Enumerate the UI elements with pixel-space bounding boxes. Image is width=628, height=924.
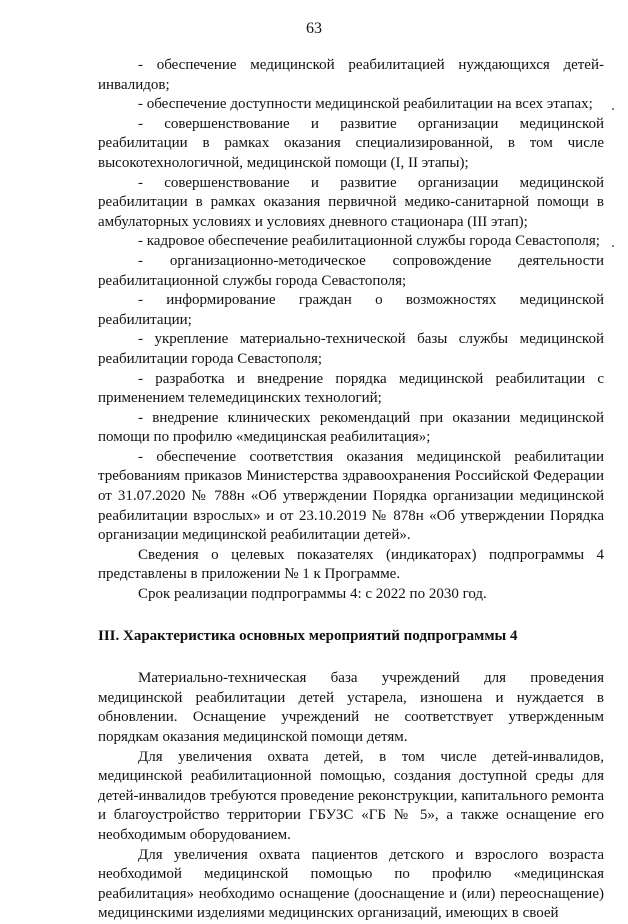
list-item: - совершенствование и развитие организации медицинской реабилитации в рамках оказания специализированной, в том числе высокотехнологичной, медицинской помощи (I, II этапы); xyxy=(98,115,604,171)
list-item: - разработка и внедрение порядка медицинской реабилитации с применением телемедицинских технологий; xyxy=(98,370,604,407)
paragraph: Сведения о целевых показателях (индикаторах) подпрограммы 4 представлены в приложении № 1 к Программе. xyxy=(98,546,604,583)
list-item: - кадровое обеспечение реабилитационной службы города Севастополя; xyxy=(138,233,600,250)
paragraph: Для увеличения охвата пациентов детского и взрослого возраста необходимой медицинской помощью по профилю «медицинская реабилитация» необходимо оснащение (дооснащение и (или) переоснащение) медицинскими изделиями медицинских организаций, имеющих в своей xyxy=(98,846,604,922)
paragraph: Срок реализации подпрограммы 4: с 2022 по 2030 год. xyxy=(138,586,487,603)
list-item: - совершенствование и развитие организации медицинской реабилитации в рамках оказания первичной медико-санитарной помощи в амбулаторных условиях и условиях дневного стационара (III этап); xyxy=(98,174,604,230)
list-item: - обеспечение соответствия оказания медицинской реабилитации требованиям приказов Министерства здравоохранения Российской Федерации от 31.07.2020 № 788н «Об утверждении Порядка организации медицинской реабилитации взрослых» и от 23.10.2019 № 878н «Об утверждении Порядка организации медицинской реабилитации детей». xyxy=(98,448,604,544)
paragraph: Материально-техническая база учреждений для проведения медицинской реабилитации детей устарела, изношена и нуждается в обновлении. Оснащение учреждений не соответствует утвержденным порядкам оказания медицинской помощи детям. xyxy=(98,670,604,745)
list-item: - организационно-методическое сопровождение деятельности реабилитационной службы города Севастополя; xyxy=(98,252,604,289)
body-text xyxy=(98,56,604,924)
paragraph: Для увеличения охвата детей, в том числе детей-инвалидов, медицинской реабилитационной помощью, создания доступной среды для детей-инвалидов требуются проведение реконструкции, капитального ремонта и благоустройство территории ГБУЗС «ГБ № 5», а также оснащение его необходимым оборудованием. xyxy=(98,748,604,843)
section-heading: III. Характеристика основных мероприятий подпрограммы 4 xyxy=(98,627,518,644)
list-item: - обеспечение медицинской реабилитацией нуждающихся детей-инвалидов; xyxy=(98,57,604,93)
scan-speck xyxy=(612,245,614,247)
list-item: - обеспечение доступности медицинской реабилитации на всех этапах; xyxy=(138,96,593,113)
list-item: - внедрение клинических рекомендаций при оказании медицинской помощи по профилю «медицинская реабилитация»; xyxy=(98,409,604,446)
list-item: - укрепление материально-технической базы службы медицинской реабилитации города Севастополя; xyxy=(98,331,604,367)
page-number: 63 xyxy=(306,20,322,37)
scan-speck xyxy=(612,108,614,110)
list-item: - информирование граждан о возможностях медицинской реабилитации; xyxy=(98,292,604,328)
